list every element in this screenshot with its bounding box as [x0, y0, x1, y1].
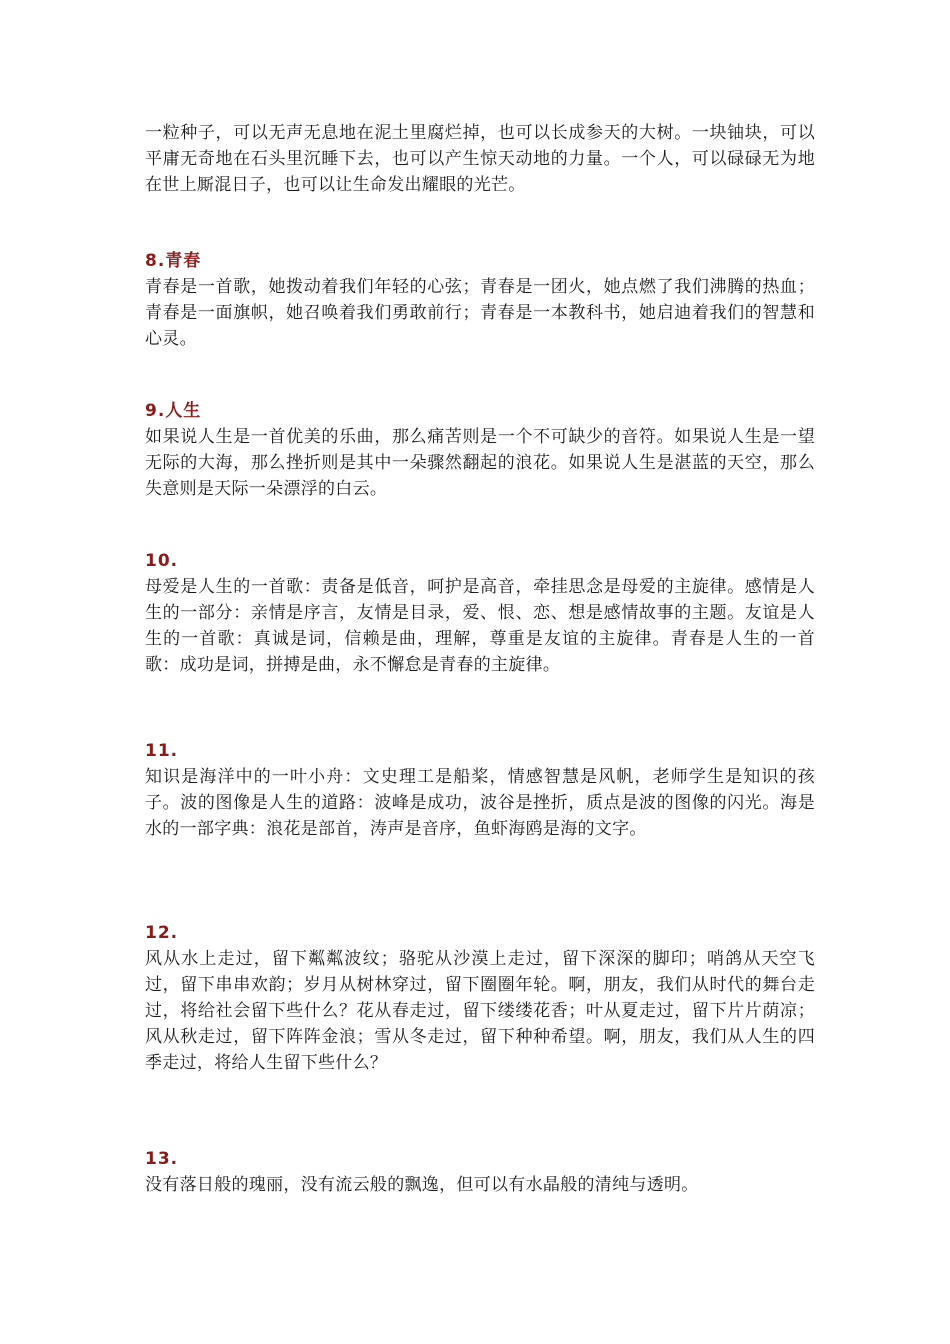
section-8 — [145, 248, 815, 352]
section-heading: 8.青春 — [145, 251, 202, 271]
section-heading: 9.人生 — [145, 401, 202, 421]
section-paragraph: 母爱是人生的一首歌：责备是低音，呵护是高音，牵挂思念是母爱的主旋律。感情是人生的一部分：亲情是序言，友情是目录，爱、恨、恋、想是感情故事的主题。友谊是人生的一首歌：真诚是词，信赖是曲，理解，尊重是友谊的主旋律。青春是人生的一首歌：成功是词，拼搏是曲，永不懈怠是青春的主旋律。 — [145, 577, 815, 675]
section-9 — [145, 398, 815, 502]
section-heading: 10. — [145, 551, 179, 571]
section-paragraph: 风从水上走过，留下粼粼波纹；骆驼从沙漠上走过，留下深深的脚印；哨鸽从天空飞过，留下串串欢韵；岁月从树林穿过，留下圈圈年轮。啊，朋友，我们从时代的舞台走过，将给社会留下些什么？花从春走过，留下缕缕花香；叶从夏走过，留下片片荫凉；风从秋走过，留下阵阵金浪；雪从冬走过，留下种种希望。啊，朋友，我们从人生的四季走过，将给人生留下些什么？ — [145, 949, 815, 1073]
section-paragraph: 知识是海洋中的一叶小舟：文史理工是船桨，情感智慧是风帆，老师学生是知识的孩子。波的图像是人生的道路：波峰是成功，波谷是挫折，质点是波的图像的闪光。海是水的一部字典：浪花是部首，涛声是音序，鱼虾海鸥是海的文字。 — [145, 767, 815, 839]
intro-section — [145, 120, 815, 198]
section-10 — [145, 548, 815, 678]
section-12 — [145, 920, 815, 1076]
section-heading: 12. — [145, 923, 179, 943]
intro-paragraph: 一粒种子，可以无声无息地在泥土里腐烂掉，也可以长成参天的大树。一块铀块，可以平庸无奇地在石头里沉睡下去，也可以产生惊天动地的力量。一个人，可以碌碌无为地在世上厮混日子，也可以让生命发出耀眼的光芒。 — [145, 123, 815, 195]
section-heading: 11. — [145, 741, 179, 761]
section-11 — [145, 738, 815, 842]
section-paragraph: 青春是一首歌，她拨动着我们年轻的心弦；青春是一团火，她点燃了我们沸腾的热血；青春是一面旗帜，她召唤着我们勇敢前行；青春是一本教科书，她启迪着我们的智慧和心灵。 — [145, 277, 815, 349]
section-paragraph: 没有落日般的瑰丽，没有流云般的飘逸，但可以有水晶般的清纯与透明。 — [145, 1175, 699, 1195]
section-heading: 13. — [145, 1149, 179, 1169]
section-13 — [145, 1146, 815, 1198]
section-paragraph: 如果说人生是一首优美的乐曲，那么痛苦则是一个不可缺少的音符。如果说人生是一望无际的大海，那么挫折则是其中一朵骤然翻起的浪花。如果说人生是湛蓝的天空，那么失意则是天际一朵漂浮的白云。 — [145, 427, 815, 499]
